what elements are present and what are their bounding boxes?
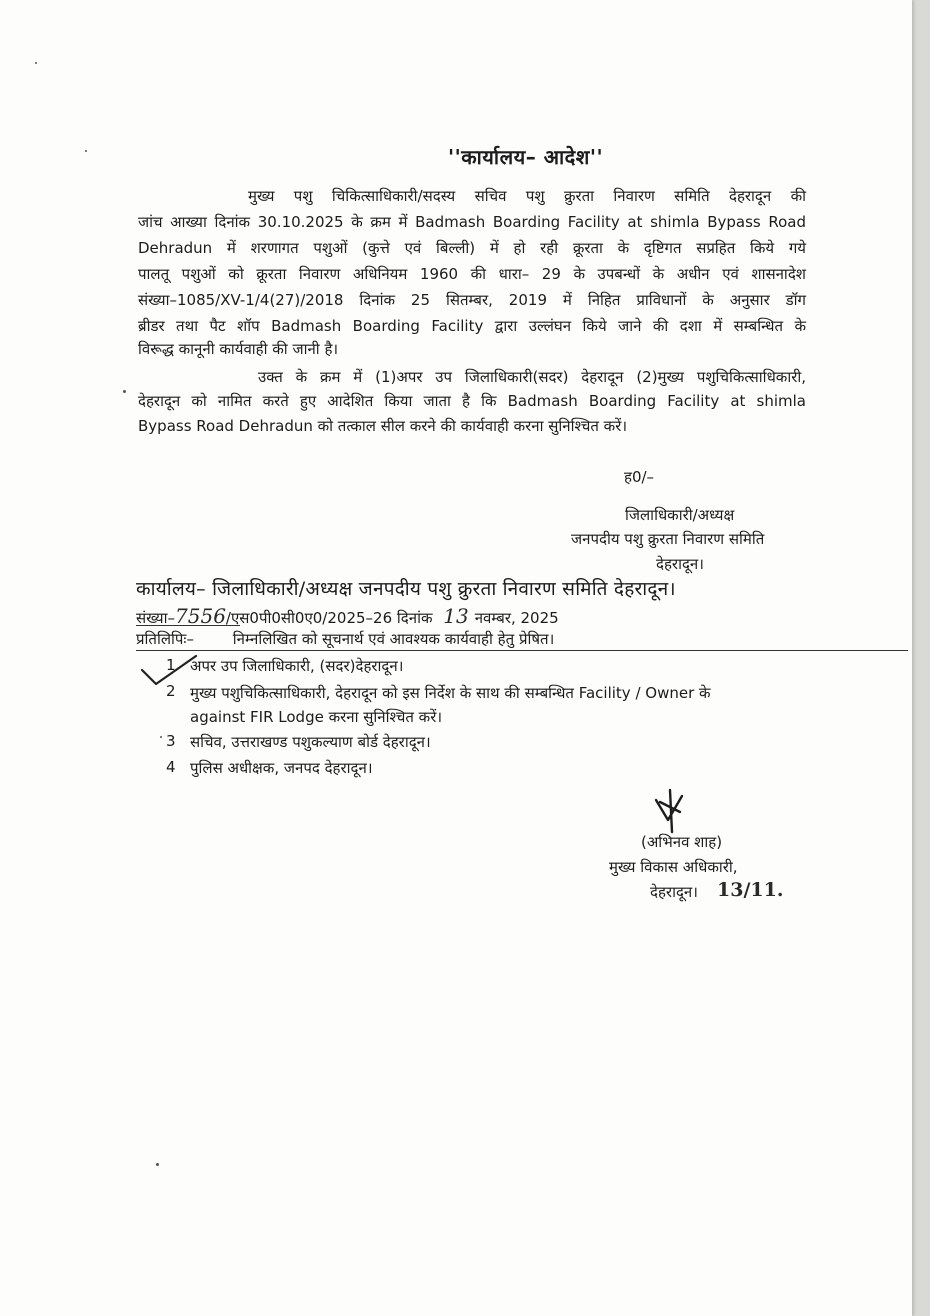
copy-to-label: प्रतिलिपिः– [136, 630, 194, 648]
reference-prefix: संख्या– [136, 609, 176, 627]
reference-suffix: /एस0पी0सी0ए0/2025–26 दिनांक [225, 609, 433, 627]
recipient-2-text: मुख्य पशुचिकित्साधिकारी, देहरादून को इस निर्देश के साथ की सम्बन्धित Facility / Owner के [190, 684, 711, 702]
recipient-2-text-cont: against FIR Lodge करना सुनिश्चित करें। [190, 708, 443, 726]
speck [35, 62, 37, 64]
recipient-1-text: अपर उप जिलाधिकारी, (सदर)देहरादून। [190, 657, 404, 675]
cdo-designation: मुख्य विकास अधिकारी, [609, 858, 738, 876]
paragraph-1-line-2: जांच आख्या दिनांक 30.10.2025 के क्रम में Badmash Boarding Facility at shimla Bypass Road [138, 213, 806, 231]
speck [85, 150, 87, 152]
signatory-designation: जिलाधिकारी/अध्यक्ष [625, 506, 735, 524]
recipient-3-number: 3 [166, 732, 176, 750]
paragraph-2-line-3: Bypass Road Dehradun को तत्काल सील करने की कार्यवाही करना सुनिश्चित करें। [138, 417, 628, 435]
paragraph-2-line-1: उक्त के क्रम में (1)अपर उप जिलाधिकारी(सदर) देहरादून (2)मुख्य पशुचिकित्साधिकारी, [258, 368, 806, 386]
recipient-4-number: 4 [166, 758, 176, 776]
recipient-4-text: पुलिस अधीक्षक, जनपद देहरादून। [190, 759, 373, 777]
order-heading: ''कार्यालय– आदेश'' [448, 145, 604, 169]
reference-month-year: नवम्बर, 2025 [474, 609, 559, 627]
paragraph-1-line-3: Dehradun में शरणागत पशुओं (कुत्ते एवं बिल्ली) में हो रही क्रूरता के दृष्टिगत सप्रहित किये गये [138, 239, 806, 257]
cdo-handwritten-date: 13/11. [717, 879, 784, 901]
reference-number-handwritten: 7556 [175, 604, 226, 628]
signatory-place: देहरादून। [656, 555, 704, 573]
cdo-name: (अभिनव शाह) [641, 833, 723, 851]
recipient-2-number: 2 [166, 682, 176, 700]
paragraph-1-line-1: मुख्य पशु चिकित्साधिकारी/सदस्य सचिव पशु क्रुरता निवारण समिति देहरादून की [248, 187, 806, 205]
office-line: कार्यालय– जिलाधिकारी/अध्यक्ष जनपदीय पशु क्रुरता निवारण समिति देहरादून। [136, 578, 676, 600]
speck [156, 1163, 159, 1166]
recipient-3-text: सचिव, उत्तराखण्ड पशुकल्याण बोर्ड देहरादून। [190, 733, 431, 751]
signature-initial-icon [646, 786, 696, 836]
paragraph-1-line-6: ब्रीडर तथा पैट शॉप Badmash Boarding Facility द्वारा उल्लंघन किये जाने की दशा में सम्बन्धित के [138, 317, 806, 335]
reference-underline [136, 625, 240, 626]
tick-mark-icon [138, 648, 208, 688]
paragraph-2-line-2: देहरादून को नामित करते हुए आदेशित किया जाता है कि Badmash Boarding Facility at shimla [138, 392, 806, 410]
speck [123, 390, 126, 393]
copy-to-text: निम्नलिखित को सूचनार्थ एवं आवश्यक कार्यवाही हेतु प्रेषित। [232, 630, 555, 648]
copy-to-underline [136, 650, 648, 651]
cdo-place: देहरादून। [650, 883, 698, 901]
signatory-committee: जनपदीय पशु क्रुरता निवारण समिति [571, 530, 765, 548]
speck [160, 736, 162, 738]
paragraph-1-line-4: पालतू पशुओं को क्रूरता निवारण अधिनियम 1960 की धारा– 29 के उपबन्धों के अधीन एवं शासनादेश [138, 265, 806, 283]
paragraph-1-line-7: विरूद्ध कानूनी कार्यवाही की जानी है। [138, 340, 339, 358]
recipient-1-number: 1 [166, 656, 176, 674]
copy-to-line [136, 629, 554, 649]
paragraph-1-line-5: संख्या–1085/XV-1/4(27)/2018 दिनांक 25 सितम्बर, 2019 में निहित प्राविधानों के अनुसार डॉग [138, 291, 806, 309]
signed-mark: ह0/– [624, 468, 655, 486]
reference-day-handwritten: 13 [443, 604, 469, 628]
copy-to-rule [620, 650, 908, 651]
